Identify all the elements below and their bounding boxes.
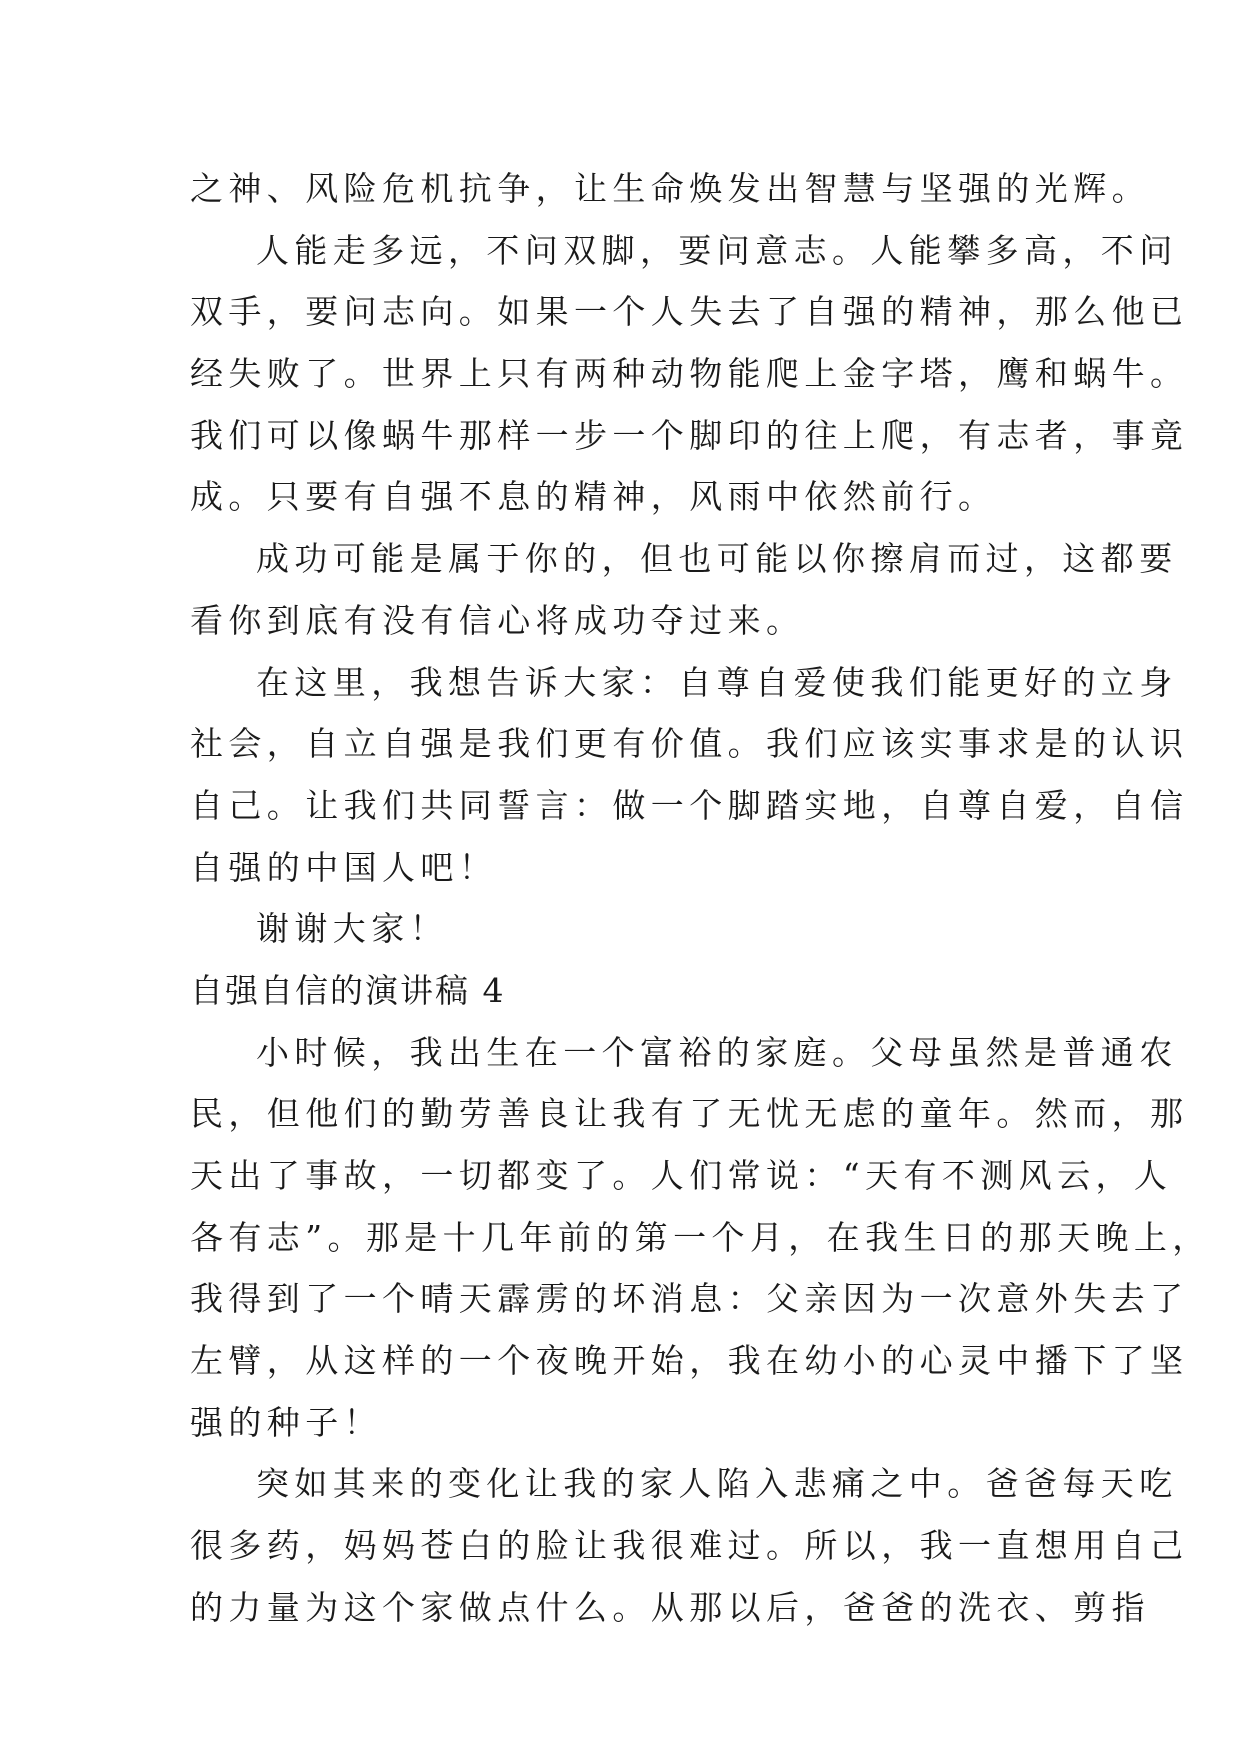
paragraph-line: 天出了事故，一切都变了。人们常说：“天有不测风云，人 bbox=[190, 1156, 1173, 1195]
paragraph-line: 我们可以像蜗牛那样一步一个脚印的往上爬，有志者，事竟 bbox=[190, 415, 1189, 455]
paragraph-line: 左臂，从这样的一个夜晚开始，我在幼小的心灵中播下了坚 bbox=[190, 1341, 1189, 1381]
paragraph-line: 看你到底有没有信心将成功夺过来。 bbox=[190, 600, 805, 640]
paragraph-line: 我得到了一个晴天霹雳的坏消息：父亲因为一次意外失去了 bbox=[190, 1279, 1189, 1319]
paragraph-line: 成。只要有自强不息的精神，风雨中依然前行。 bbox=[190, 477, 997, 517]
paragraph-line: 成功可能是属于你的，但也可能以你擦肩而过，这都要 bbox=[256, 539, 1178, 579]
paragraph-line: 强的种子！ bbox=[190, 1402, 382, 1442]
paragraph-line: 自己。让我们共同誓言：做一个脚踏实地，自尊自爱，自信 bbox=[190, 785, 1189, 825]
paragraph-line: 各有志”。那是十几年前的第一个月，在我生日的那天晚上， bbox=[190, 1217, 1211, 1257]
paragraph-line: 民，但他们的勤劳善良让我有了无忧无虑的童年。然而，那 bbox=[190, 1094, 1189, 1134]
paragraph-line: 自强的中国人吧！ bbox=[190, 847, 498, 887]
paragraph-line: 小时候，我出生在一个富裕的家庭。父母虽然是普通农 bbox=[256, 1032, 1178, 1072]
section-heading: 自强自信的演讲稿 4 bbox=[190, 970, 506, 1010]
paragraph-line: 之神、风险危机抗争，让生命焕发出智慧与坚强的光辉。 bbox=[190, 169, 1150, 208]
paragraph-line: 的力量为这个家做点什么。从那以后，爸爸的洗衣、剪指 bbox=[190, 1587, 1150, 1627]
paragraph-line: 经失败了。世界上只有两种动物能爬上金字塔，鹰和蜗牛。 bbox=[190, 354, 1189, 394]
paragraph-line: 双手，要问志向。如果一个人失去了自强的精神，那么他已 bbox=[190, 292, 1189, 332]
paragraph-line: 谢谢大家！ bbox=[256, 909, 448, 949]
paragraph-line: 社会，自立自强是我们更有价值。我们应该实事求是的认识 bbox=[190, 724, 1189, 764]
paragraph-line: 突如其来的变化让我的家人陷入悲痛之中。爸爸每天吃 bbox=[256, 1464, 1178, 1504]
document-page bbox=[190, 158, 1211, 1639]
paragraph-line: 很多药，妈妈苍白的脸让我很难过。所以，我一直想用自己 bbox=[190, 1526, 1189, 1566]
paragraph-line: 在这里，我想告诉大家：自尊自爱使我们能更好的立身 bbox=[256, 662, 1178, 702]
paragraph-line: 人能走多远，不问双脚，要问意志。人能攀多高，不问 bbox=[256, 230, 1178, 270]
